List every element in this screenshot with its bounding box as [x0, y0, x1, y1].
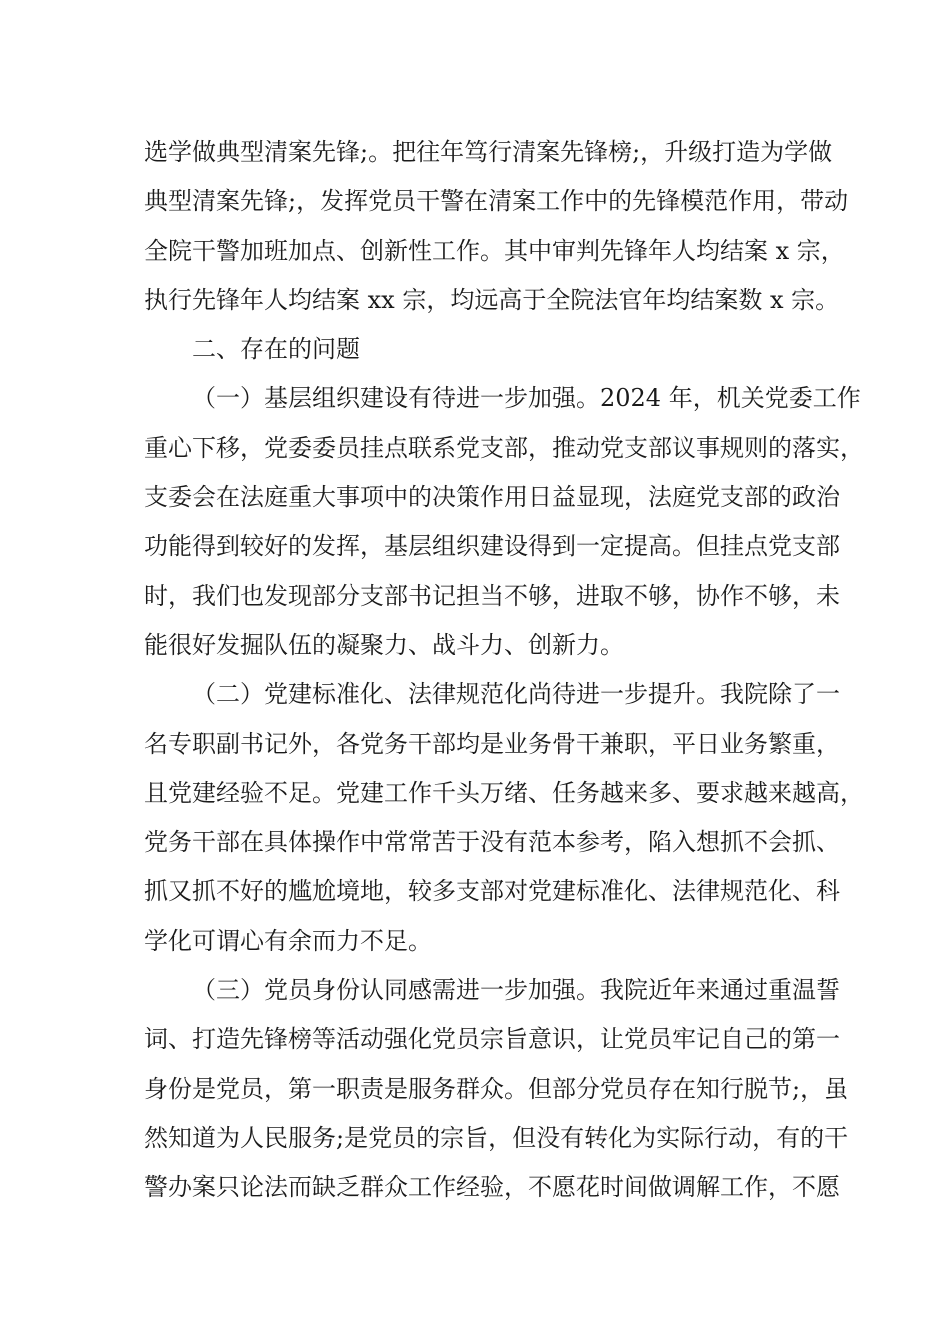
- text-line: 警办案只论法而缺乏群众工作经验，不愿花时间做调解工作，不愿: [144, 1173, 840, 1202]
- text-line: 学化可谓心有余而力不足。: [144, 926, 432, 955]
- text-line: 重心下移，党委委员挂点联系党支部，推动党支部议事规则的落实，: [144, 433, 864, 462]
- text-line: 支委会在法庭重大事项中的决策作用日益显现，法庭党支部的政治: [144, 483, 840, 512]
- text-line: 典型清案先锋;，发挥党员干警在清案工作中的先锋模范作用，带动: [144, 187, 849, 216]
- text-line: 执行先锋年人均结案 xx 宗，均远高于全院法官年均结案数 x 宗。: [144, 285, 840, 314]
- text-line: 然知道为人民服务;是党员的宗旨，但没有转化为实际行动，有的干: [144, 1123, 849, 1152]
- paragraph-start: （三）党员身份认同感需进一步加强。我院近年来通过重温誓: [192, 976, 840, 1005]
- text-line: 且党建经验不足。党建工作千头万绪、任务越来多、要求越来越高，: [144, 778, 864, 807]
- text-line: 党务干部在具体操作中常常苦于没有范本参考，陷入想抓不会抓、: [144, 828, 840, 857]
- text-line: 词、打造先锋榜等活动强化党员宗旨意识，让党员牢记自己的第一: [144, 1025, 840, 1054]
- paragraph-start: （二）党建标准化、法律规范化尚待进一步提升。我院除了一: [192, 680, 840, 709]
- text-line: 抓又抓不好的尴尬境地，较多支部对党建标准化、法律规范化、科: [144, 877, 840, 906]
- body-text: [144, 128, 864, 1213]
- text-line: 身份是党员，第一职责是服务群众。但部分党员存在知行脱节;，虽: [144, 1074, 849, 1103]
- text-line: 能很好发掘队伍的凝聚力、战斗力、创新力。: [144, 630, 624, 659]
- section-heading: 二、存在的问题: [192, 335, 360, 364]
- text-line: 时，我们也发现部分支部书记担当不够，进取不够，协作不够，未: [144, 581, 840, 610]
- text-line: 功能得到较好的发挥，基层组织建设得到一定提高。但挂点党支部: [144, 532, 840, 561]
- text-line: 选学做典型清案先锋;。把往年笃行清案先锋榜;，升级打造为学做: [144, 138, 833, 166]
- text-line: 名专职副书记外，各党务干部均是业务骨干兼职，平日业务繁重，: [144, 729, 840, 758]
- paragraph-start: （一）基层组织建设有待进一步加强。2024 年，机关党委工作: [192, 384, 861, 413]
- text-line: 全院干警加班加点、创新性工作。其中审判先锋年人均结案 x 宗，: [144, 236, 845, 265]
